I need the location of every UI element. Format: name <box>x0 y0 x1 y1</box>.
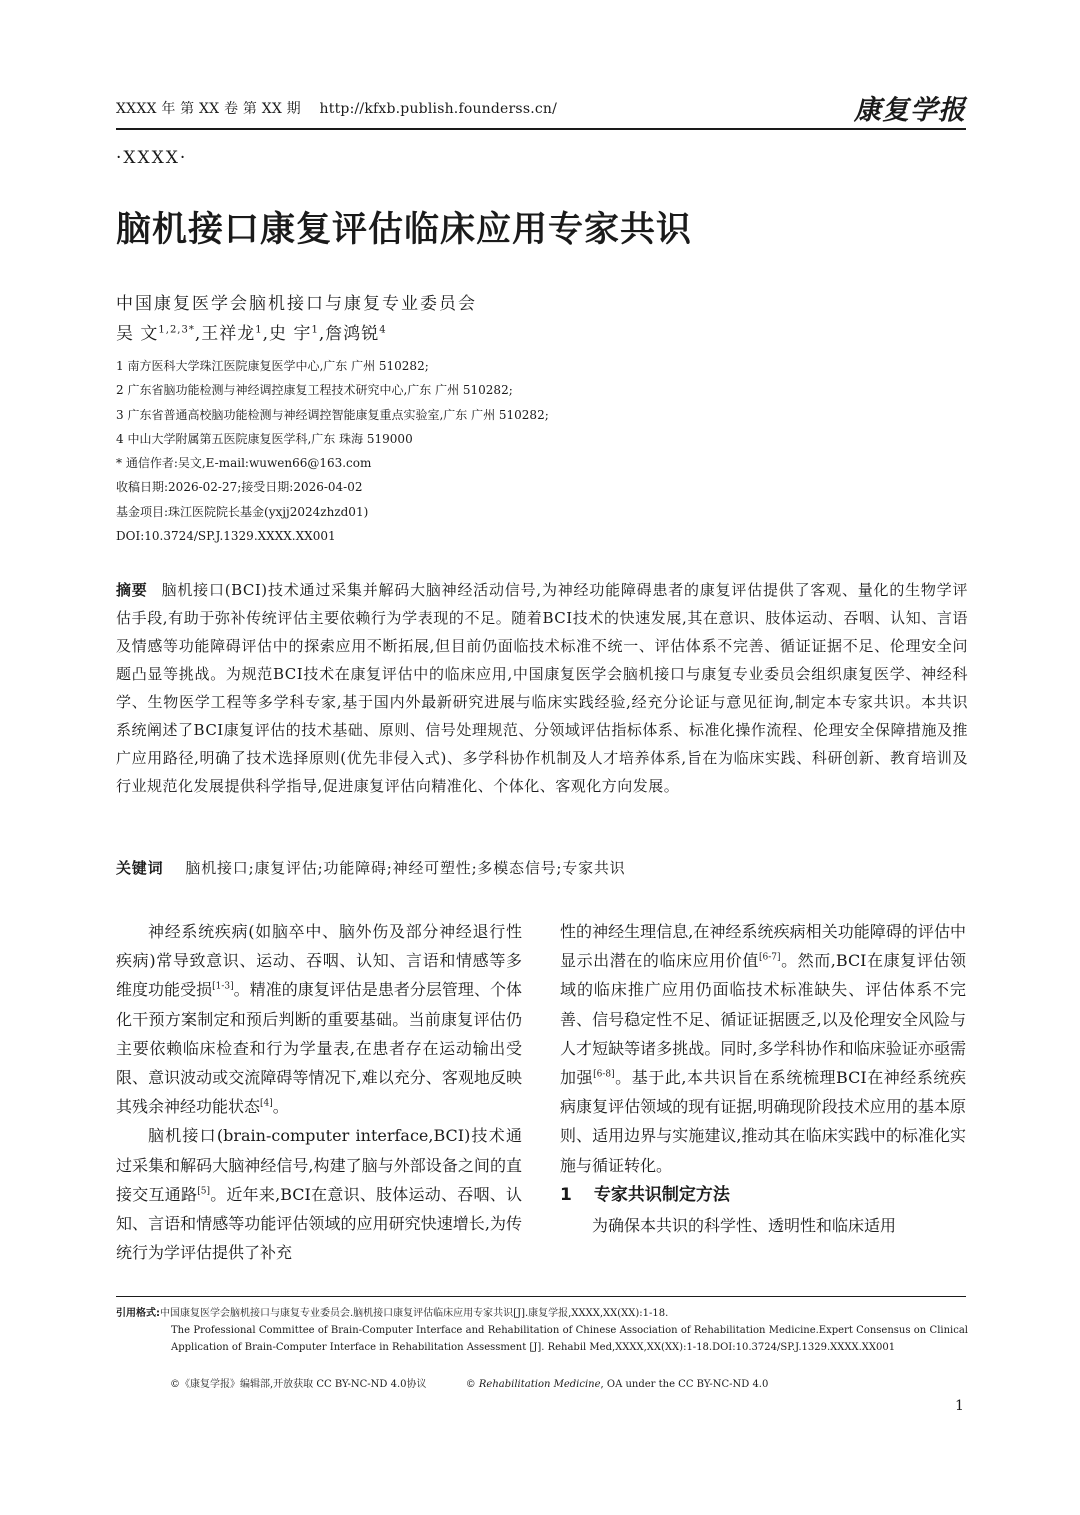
license-zh: ©《康复学报》编辑部,开放获取 CC BY-NC-ND 4.0协议 <box>170 1379 427 1390</box>
body-column-right <box>560 917 966 1240</box>
abstract-text: 脑机接口(BCI)技术通过采集并解码大脑神经活动信号,为神经功能障碍患者的康复评估提供了客观、量化的生物学评估手段,有助于弥补传统评估主要依赖行为学表现的不足。随着BCI技术的快速发展,其在意识、肢体运动、吞咽、认知、言语及情感等功能障碍评估中的探索应用不断拓展,但目前仍面临技术标准不统一、评估体系不完善、循证证据不足、伦理安全问题凸显等挑战。为规范BCI技术在康复评估中的临床应用,中国康复医学会脑机接口与康复专业委员会组织康复医学、神经科学、生物医学工程等多学科专家,基于国内外最新研究进展与临床实践经验,经充分论证与意见征询,制定本专家共识。本共识系统阐述了BCI康复评估的技术基础、原则、信号处理规范、分领域评估指标体系、标准化操作流程、伦理安全保障措施及推广应用路径,明确了技术选择原则(优先非侵入式)、多学科协作机制及人才培养体系,旨在为临床实践、科研创新、教育培训及行业规范化发展提供科学指导,促进康复评估向精准化、个体化、客观化方向发展。 <box>116 581 968 795</box>
received-dates: 收稿日期:2026-02-27;接受日期:2026-04-02 <box>116 480 363 495</box>
body-paragraph <box>560 917 966 1180</box>
section-number: 1 <box>560 1184 572 1205</box>
license-en-prefix: © <box>465 1379 479 1390</box>
body-column-left <box>116 917 522 1267</box>
body-paragraph <box>116 917 522 1121</box>
header-divider <box>116 128 966 130</box>
author-name: 詹鸿锐 <box>325 324 380 344</box>
citation-ref[interactable]: [5] <box>197 1186 210 1197</box>
keywords-label: 关键词 <box>116 859 164 877</box>
author-separator: , <box>262 324 270 344</box>
license-line <box>170 1375 768 1390</box>
author-name: 吴 文 <box>116 324 159 344</box>
paragraph-text: 脑机接口(brain-computer interface,BCI)技术通过采集和解码大脑神经信号,构建了脑与外部设备之间的直接交互通路 <box>116 1126 522 1204</box>
citation-format <box>116 1305 968 1356</box>
keywords-text: 脑机接口;康复评估;功能障碍;神经可塑性;多模态信号;专家共识 <box>185 859 626 877</box>
author-separator: , <box>318 324 326 344</box>
issue-label: XXXX 年 第 XX 卷 第 XX 期 <box>116 101 301 117</box>
affiliation-2: 2 广东省脑功能检测与神经调控康复工程技术研究中心,广东 广州 510282; <box>116 383 513 398</box>
journal-url[interactable]: http://kfxb.publish.founderss.cn/ <box>319 101 558 117</box>
citation-ref[interactable]: [6-8] <box>593 1069 615 1080</box>
paragraph-text: 。近年来,BCI在意识、肢体运动、吞咽、认知、言语和情感等功能评估领域的应用研究快速增长,为传统行为学评估提供了补充 <box>116 1184 522 1263</box>
author-affiliation-mark: 1,2,3* <box>158 324 195 336</box>
license-journal-name: Rehabilitation Medicine <box>478 1379 601 1390</box>
paragraph-text: 。精准的康复评估是患者分层管理、个体化干预方案制定和预后判断的重要基础。当前康复评估仍主要依赖临床检查和行为学量表,在患者存在运动输出受限、意识波动或交流障碍等情况下,难以充分、客观地反映其残余神经功能状态 <box>116 980 522 1117</box>
citation-ref[interactable]: [1-3] <box>212 982 234 993</box>
author-affiliation-mark: 1 <box>311 324 319 336</box>
citation-ref[interactable]: [6-7] <box>758 952 781 963</box>
affiliation-1: 1 南方医科大学珠江医院康复医学中心,广东 广州 510282; <box>116 359 429 373</box>
section-tag: ·XXXX· <box>116 148 188 168</box>
doi[interactable]: DOI:10.3724/SP.J.1329.XXXX.XX001 <box>116 529 336 544</box>
author-affiliation-mark: 1 <box>255 324 263 336</box>
body-paragraph <box>116 1121 522 1267</box>
author-separator: , <box>194 324 202 344</box>
funding-info: 基金项目:珠江医院院长基金(yxjj2024zhzd01) <box>116 504 369 519</box>
page-number: 1 <box>955 1398 964 1414</box>
running-header <box>116 92 966 126</box>
abstract-label: 摘要 <box>116 581 148 599</box>
footer-divider <box>116 1296 966 1297</box>
paragraph-text: 。基于此,本共识旨在系统梳理BCI在神经系统疾病康复评估领域的现有证据,明确现阶段技术应用的基本原则、适用边界与实施建议,推动其在临床实践中的标准化实施与循证转化。 <box>560 1068 966 1175</box>
paragraph-text: 。 <box>272 1097 289 1117</box>
paragraph-text: 神经系统疾病(如脑卒中、脑外伤及部分神经退行性疾病)常导致意识、运动、吞咽、认知、言语和情感等多维度功能受损 <box>116 922 522 1000</box>
citation-zh-text: 中国康复医学会脑机接口与康复专业委员会.脑机接口康复评估临床应用专家共识[J].康复学报,XXXX,XX(XX):1-18. <box>160 1308 669 1319</box>
corresponding-author: * 通信作者:吴文,E-mail:wuwen66@163.com <box>116 456 372 471</box>
section-title: 专家共识制定方法 <box>593 1184 730 1205</box>
header-issue-info <box>116 98 557 118</box>
body-paragraph: 为确保本共识的科学性、透明性和临床适用 <box>592 1215 897 1235</box>
abstract <box>116 576 968 800</box>
citation-zh <box>116 1305 968 1322</box>
affiliation-4: 4 中山大学附属第五医院康复医学科,广东 珠海 519000 <box>116 431 413 446</box>
keywords <box>116 857 625 878</box>
citation-label: 引用格式: <box>116 1308 160 1319</box>
journal-logo: 康复学报 <box>854 95 966 126</box>
paragraph-text: 。然而,BCI在康复评估领域的临床推广应用仍面临技术标准缺失、评估体系不完善、信号稳定性不足、循证证据匮乏,以及伦理安全风险与人才短缺等诸多挑战。同时,多学科协作和临床验证亦亟需加强 <box>560 951 966 1088</box>
license-en-suffix: , OA under the CC BY-NC-ND 4.0 <box>600 1379 769 1390</box>
author-name: 史 宇 <box>269 324 312 344</box>
article-title: 脑机接口康复评估临床应用专家共识 <box>116 209 693 250</box>
article-metadata <box>116 354 549 548</box>
citation-ref[interactable]: [4] <box>260 1098 273 1109</box>
author-affiliation-mark: 4 <box>379 324 387 336</box>
author-name: 王祥龙 <box>201 324 256 344</box>
author-organization: 中国康复医学会脑机接口与康复专业委员会 <box>116 294 477 314</box>
section-heading <box>560 1181 966 1210</box>
citation-en: The Professional Committee of Brain-Computer Interface and Rehabilitation of Chinese Association of Rehabilitation Medicine.Expert Consensus on Clinical Application of Brain-Computer Interface in Rehabilitation Assessment [J]. Rehabil Med,XXXX,XX(XX):1-18.DOI:10.3724/SP.J.1329.XXXX.XX001 <box>171 1325 968 1353</box>
paragraph-text: 性的神经生理信息,在神经系统疾病相关功能障碍的评估中显示出潜在的临床应用价值 <box>560 922 966 971</box>
author-list <box>116 319 387 344</box>
affiliation-3: 3 广东省普通高校脑功能检测与神经调控智能康复重点实验室,广东 广州 510282; <box>116 407 549 422</box>
license-en <box>466 1379 769 1390</box>
